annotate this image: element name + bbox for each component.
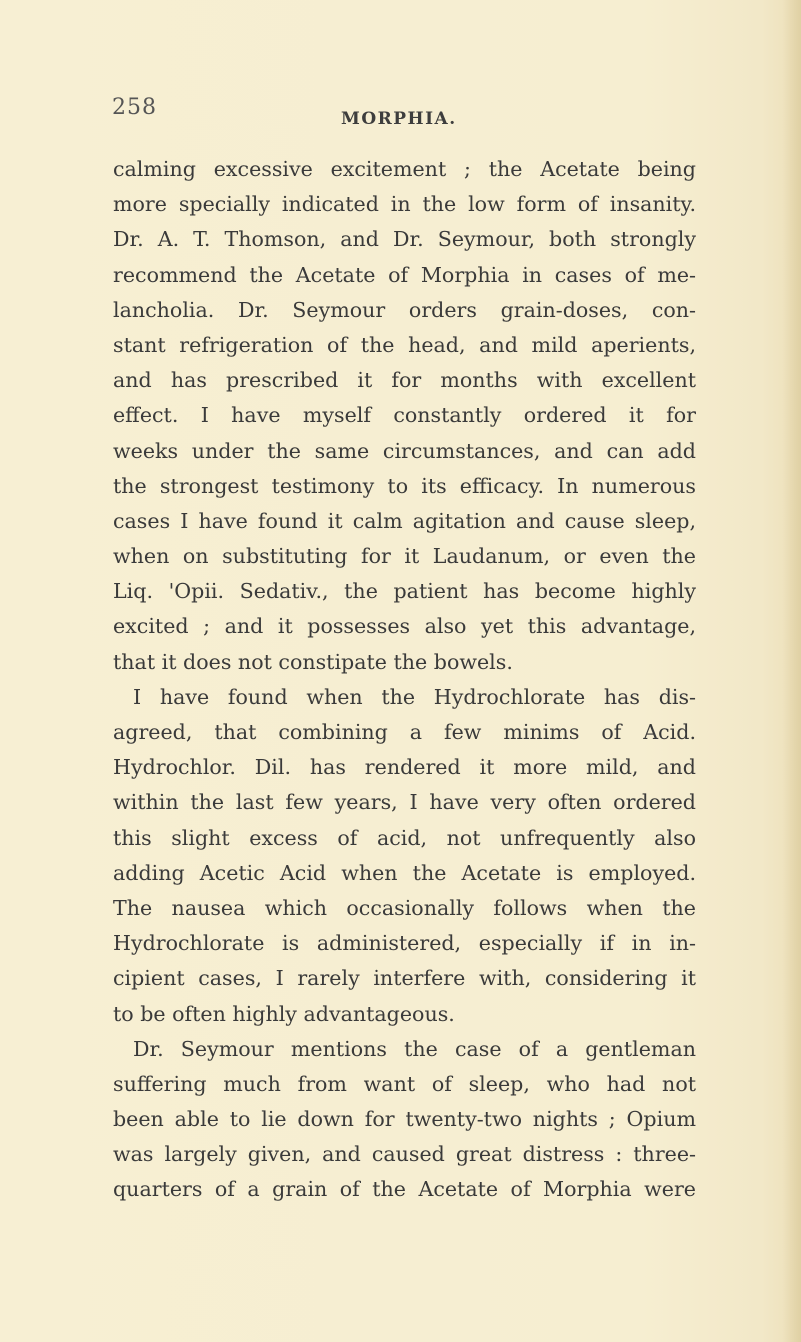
text-line: and has prescribed it for months with excellent <box>113 368 696 393</box>
text-line: Hydrochlorate is administered, especially if in in- <box>113 931 696 956</box>
text-line: was largely given, and caused great distress : three- <box>113 1142 696 1167</box>
text-line: more specially indicated in the low form of insanity. <box>113 192 696 217</box>
text-line: recommend the Acetate of Morphia in cases of me- <box>113 262 696 287</box>
text-line: weeks under the same circumstances, and can add <box>113 438 696 463</box>
text-line: Liq. 'Opii. Sedativ., the patient has become highly <box>113 579 696 604</box>
page-number: 258 <box>112 95 157 120</box>
text-line: Dr. Seymour mentions the case of a gentleman <box>133 1036 696 1061</box>
text-line: cipient cases, I rarely interfere with, considering it <box>113 966 696 991</box>
text-line: this slight excess of acid, not unfrequently also <box>113 825 696 850</box>
text-line: to be often highly advantageous. <box>113 1001 455 1026</box>
text-line: quarters of a grain of the Acetate of Morphia were <box>113 1177 696 1202</box>
text-line: excited ; and it possesses also yet this advantage, <box>113 614 696 639</box>
body-text <box>113 152 696 1208</box>
text-line: the strongest testimony to its efficacy. In numerous <box>113 473 696 498</box>
text-line: within the last few years, I have very often ordered <box>113 790 696 815</box>
text-line: agreed, that combining a few minims of Acid. <box>113 720 696 744</box>
text-line: stant refrigeration of the head, and mild aperients, <box>113 332 696 357</box>
page-edge-shadow <box>783 0 801 1342</box>
running-head: MORPHIA. <box>341 109 457 129</box>
text-line: cases I have found it calm agitation and cause sleep, <box>113 508 696 533</box>
text-line: when on substituting for it Laudanum, or even the <box>113 544 696 569</box>
text-line: adding Acetic Acid when the Acetate is employed. <box>113 860 696 885</box>
text-line: suffering much from want of sleep, who had not <box>113 1071 696 1096</box>
text-line: that it does not constipate the bowels. <box>113 649 513 674</box>
text-line: calming excessive excitement ; the Acetate being <box>113 157 696 181</box>
text-line: The nausea which occasionally follows when the <box>113 895 696 920</box>
text-line: Hydrochlor. Dil. has rendered it more mild, and <box>113 755 696 780</box>
text-line: lancholia. Dr. Seymour orders grain-doses, con- <box>113 297 696 322</box>
text-line: Dr. A. T. Thomson, and Dr. Seymour, both strongly <box>113 227 696 252</box>
text-line: I have found when the Hydrochlorate has dis- <box>133 684 696 709</box>
text-line: been able to lie down for twenty-two nights ; Opium <box>113 1107 696 1132</box>
text-line: effect. I have myself constantly ordered it for <box>113 403 696 428</box>
